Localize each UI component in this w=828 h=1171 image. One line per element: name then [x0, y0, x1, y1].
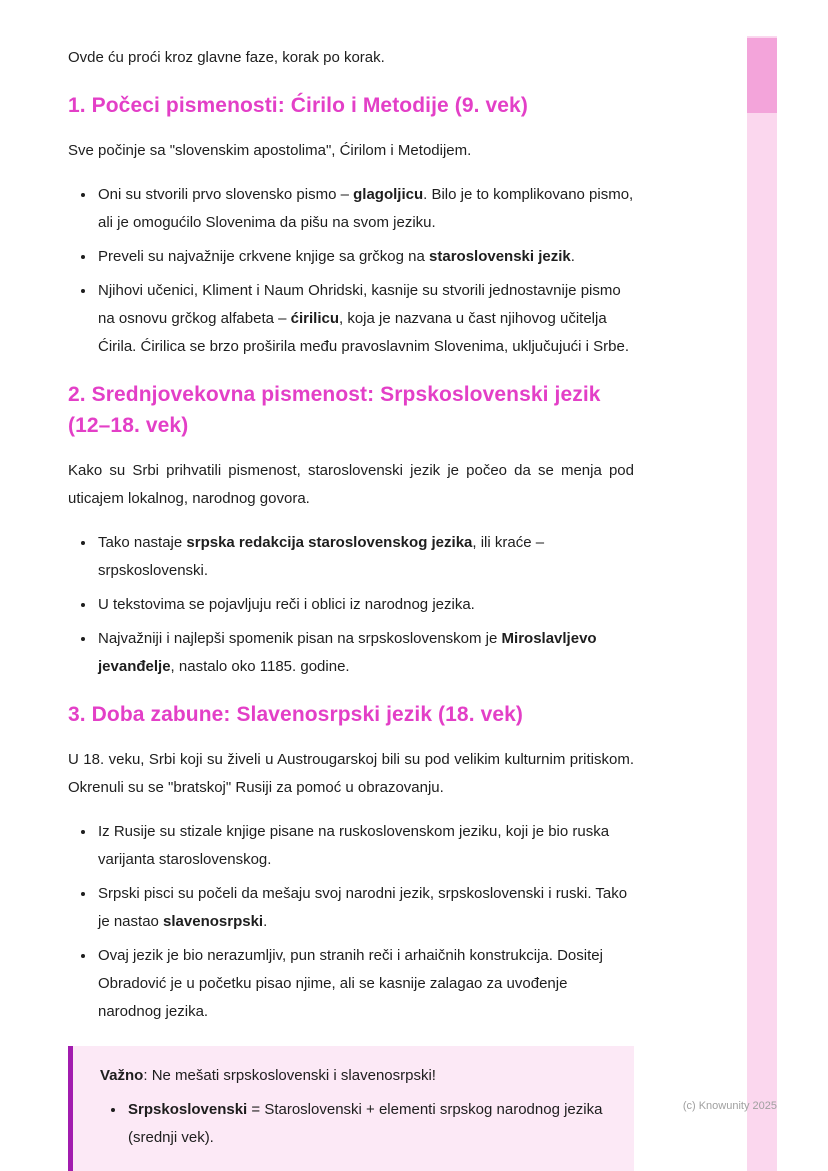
bold-text: staroslovenski jezik: [429, 248, 571, 265]
bold-text: ćirilicu: [290, 310, 339, 327]
section-heading: 2. Srednjovekovna pismenost: Srpskoslovenski jezik (12–18. vek): [68, 383, 601, 437]
bold-text: Srpskoslovenski: [128, 1101, 248, 1118]
callout-list: [100, 1096, 610, 1152]
list-item: • Srpski pisci su počeli da mešaju svoj narodni jezik, srpskoslovenski i ruski. Tako je nastao slavenosrpski.: [96, 880, 634, 936]
watermark: (c) Knowunity 2025: [682, 1100, 777, 1112]
list-item: • Srpskoslovenski = Staroslovenski + elementi srpskog narodnog jezika (srednji vek).: [126, 1096, 610, 1152]
paragraph: Kako su Srbi prihvatili pismenost, staroslovenski jezik je počeo da se menja pod uticajem lokalnog, narodnog govora.: [68, 462, 634, 507]
scrollbar-thumb[interactable]: [747, 38, 777, 113]
callout-box: [68, 1046, 634, 1171]
bold-text: Važno: [100, 1067, 144, 1084]
list-item: • Najvažniji i najlepši spomenik pisan na srpskoslovenskom je Miroslavljevo jevanđelje, nastalo oko 1185. godine.: [96, 625, 634, 681]
list-item: • Oni su stvorili prvo slovensko pismo – glagoljicu. Bilo je to komplikovano pismo, ali je omogućilo Slovenima da pišu na svom jeziku.: [96, 181, 634, 237]
paragraph: U 18. veku, Srbi koji su živeli u Austrougarskoj bili su pod velikim kulturnim pritiskom. Okrenuli su se "bratskoj" Rusiji za pomoć u obrazovanju.: [68, 751, 634, 796]
bold-text: Miroslavljevo jevanđelje: [98, 630, 597, 675]
bullet-list: [68, 181, 634, 361]
paragraph: Ovde ću proći kroz glavne faze, korak po korak.: [68, 49, 385, 66]
bold-text: srpska redakcija staroslovenskog jezika: [186, 534, 473, 551]
section-heading: 1. Počeci pismenosti: Ćirilo i Metodije (9. vek): [68, 94, 528, 117]
paragraph: Sve počinje sa "slovenskim apostolima", Ćirilom i Metodijem.: [68, 142, 472, 159]
list-item: • Tako nastaje srpska redakcija staroslovenskog jezika, ili kraće – srpskoslovenski.: [96, 529, 634, 585]
callout-title: Važno: Ne mešati srpskoslovenski i slavenosrpski!: [100, 1067, 436, 1084]
bold-text: glagoljicu: [353, 186, 424, 203]
list-item: • Preveli su najvažnije crkvene knjige sa grčkog na staroslovenski jezik.: [96, 243, 634, 271]
list-item: • Njihovi učenici, Kliment i Naum Ohridski, kasnije su stvorili jednostavnije pismo na osnovu grčkog alfabeta – ćirilicu, koja je nazvana u čast njihovog učitelja Ćirila. Ćirilica se brzo proširila među pravoslavnim Slovenima, uključujući i Srbe.: [96, 277, 634, 361]
bold-text: slavenosrpski: [163, 913, 264, 930]
list-item: • Ovaj jezik je bio nerazumljiv, pun stranih reči i arhaičnih konstrukcija. Dositej Obradović je u početku pisao njime, ali se kasnije zalagao za uvođenje narodnog jezika.: [96, 942, 634, 1026]
section-heading: 3. Doba zabune: Slavenosrpski jezik (18. vek): [68, 703, 524, 726]
list-item: • U tekstovima se pojavljuju reči i oblici iz narodnog jezika.: [96, 591, 634, 619]
list-item: • Iz Rusije su stizale knjige pisane na ruskoslovenskom jeziku, koji je bio ruska varijanta staroslovenskog.: [96, 818, 634, 874]
bullet-list: [68, 818, 634, 1026]
scrollbar-track[interactable]: [747, 36, 777, 1171]
bullet-list: [68, 529, 634, 681]
document-content: [68, 44, 634, 1171]
